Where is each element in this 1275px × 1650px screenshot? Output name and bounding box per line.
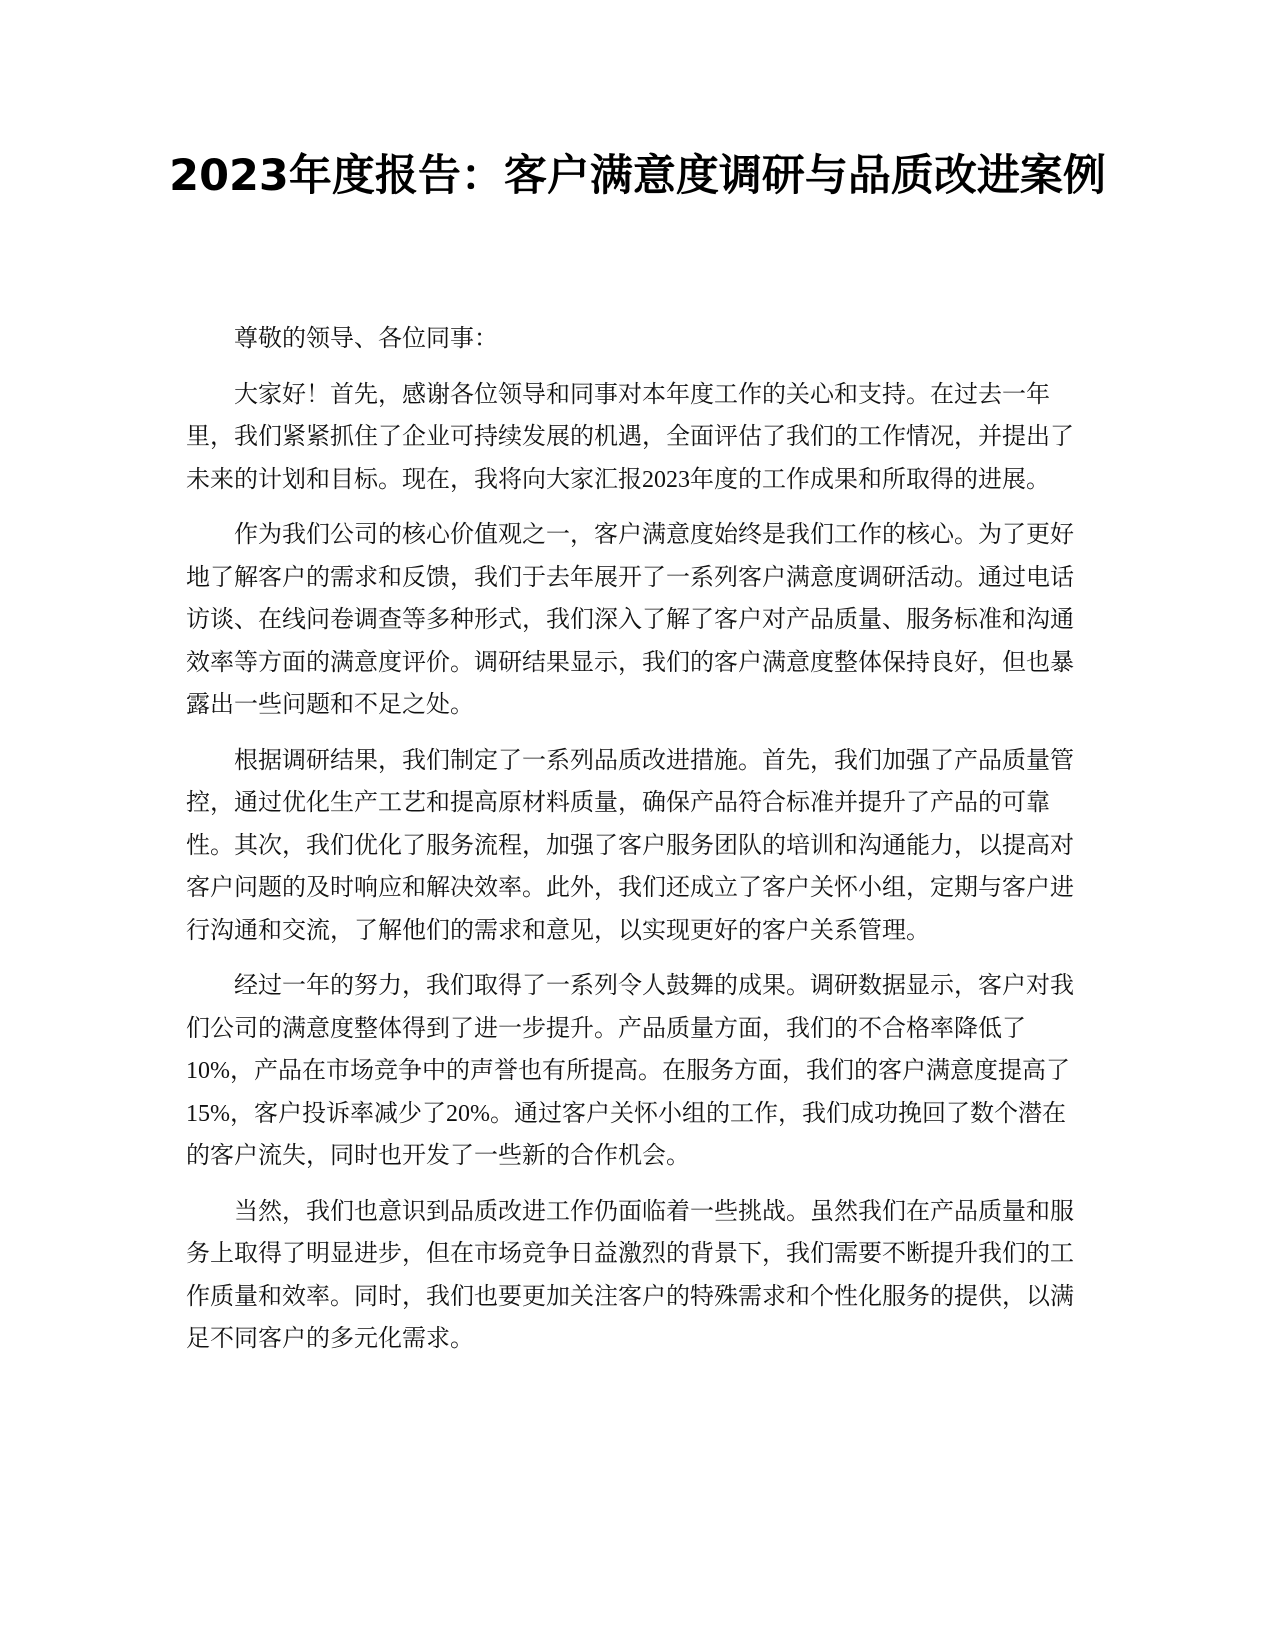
- body-paragraph: 经过一年的努力，我们取得了一系列令人鼓舞的成果。调研数据显示，客户对我们公司的满意度整体得到了进一步提升。产品质量方面，我们的不合格率降低了10%，产品在市场竞争中的声誉也有所提高。在服务方面，我们的客户满意度提高了15%，客户投诉率减少了20%。通过客户关怀小组的工作，我们成功挽回了数个潜在的客户流失，同时也开发了一些新的合作机会。: [186, 973, 1074, 1169]
- salutation-paragraph: 尊敬的领导、各位同事：: [234, 326, 498, 352]
- document-title: 2023年度报告：客户满意度调研与品质改进案例: [169, 151, 1106, 201]
- body-paragraph: 根据调研结果，我们制定了一系列品质改进措施。首先，我们加强了产品质量管控，通过优化生产工艺和提高原材料质量，确保产品符合标准并提升了产品的可靠性。其次，我们优化了服务流程，加强了客户服务团队的培训和沟通能力，以提高对客户问题的及时响应和解决效率。此外，我们还成立了客户关怀小组，定期与客户进行沟通和交流，了解他们的需求和意见，以实现更好的客户关系管理。: [186, 747, 1074, 944]
- body-paragraph: 当然，我们也意识到品质改进工作仍面临着一些挑战。虽然我们在产品质量和服务上取得了明显进步，但在市场竞争日益激烈的背景下，我们需要不断提升我们的工作质量和效率。同时，我们也要更加关注客户的特殊需求和个性化服务的提供，以满足不同客户的多元化需求。: [186, 1198, 1074, 1352]
- body-paragraph: 大家好！首先，感谢各位领导和同事对本年度工作的关心和支持。在过去一年里，我们紧紧抓住了企业可持续发展的机遇，全面评估了我们的工作情况，并提出了未来的计划和目标。现在，我将向大家汇报2023年度的工作成果和所取得的进展。: [186, 381, 1074, 493]
- body-paragraph: 作为我们公司的核心价值观之一，客户满意度始终是我们工作的核心。为了更好地了解客户的需求和反馈，我们于去年展开了一系列客户满意度调研活动。通过电话访谈、在线问卷调查等多种形式，我们深入了解了客户对产品质量、服务标准和沟通效率等方面的满意度评价。调研结果显示，我们的客户满意度整体保持良好，但也暴露出一些问题和不足之处。: [186, 522, 1074, 718]
- document-body: [186, 318, 1089, 1374]
